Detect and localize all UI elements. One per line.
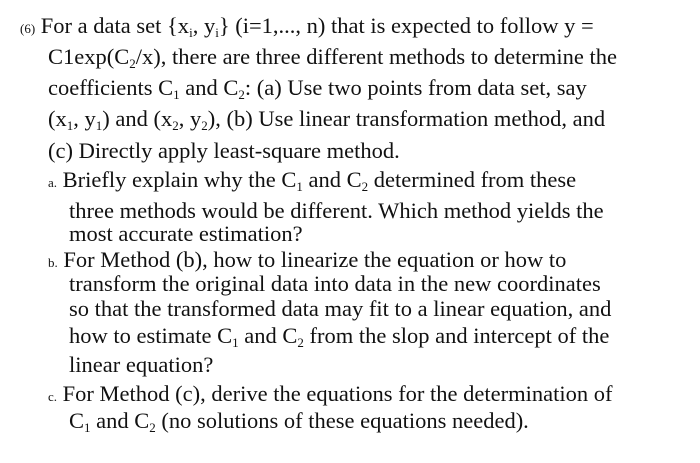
part-b-line-5: linear equation?	[69, 352, 214, 377]
part-a-marker: a.	[48, 175, 58, 190]
part-b-line-4: how to estimate $C_1$ and $C_2$ from the slop and intercept of the	[69, 323, 610, 350]
part-b-line-1: b. For Method (b), how to linearize the equation or how to	[48, 247, 567, 272]
part-b-marker: b.	[48, 255, 58, 270]
part-c-line-1: c. For Method (c), derive the equations for the determination of	[48, 381, 613, 406]
part-b-line-3: so that the transformed data may fit to a linear equation, and	[69, 296, 612, 321]
part-b-line-2: transform the original data into data in the new coordinates	[69, 271, 601, 296]
part-c-line-2: $C_1$ and $C_2$ (no solutions of these equations needed).	[69, 408, 529, 435]
part-a-line-3: most accurate estimation?	[69, 221, 303, 246]
question-number: (6)	[20, 21, 36, 36]
question-intro-line-2: $C1\exp(C_2/x)$, there are three different methods to determine the	[48, 44, 618, 71]
question-intro-line-4: ($x_1$, $y_1$) and ($x_2$, $y_2$), (b) Use linear transformation method, and	[48, 106, 606, 133]
question-intro-line-3: coefficients $C_1$ and $C_2$: (a) Use two points from data set, say	[48, 75, 587, 102]
part-a-line-2: three methods would be different. Which method yields the	[69, 198, 604, 223]
part-a-line-1: a. Briefly explain why the $C_1$ and $C_2$ determined from these	[48, 167, 577, 194]
question-intro-line-5: (c) Directly apply least-square method.	[48, 138, 400, 163]
part-c-marker: c.	[48, 389, 58, 404]
question-intro-line-1: (6) For a data set {$x_i$, $y_i$} (i=1,..., n) that is expected to follow y =	[20, 13, 594, 40]
